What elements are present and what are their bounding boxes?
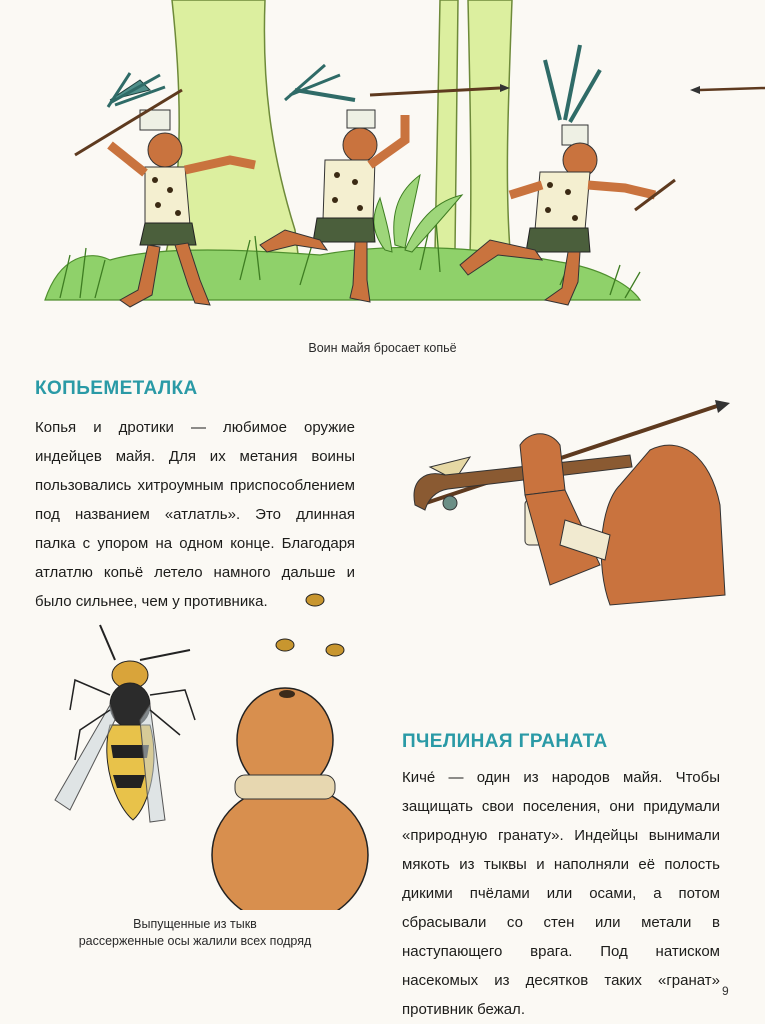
atlatl-weight (443, 496, 457, 510)
insect-caption-line-1: Выпущенные из тыкв (133, 917, 257, 931)
section-title-atlatl: КОПЬЕМЕТАЛКА (35, 378, 198, 399)
section-title-bee-grenade: ПЧЕЛИНАЯ ГРАНАТА (402, 731, 608, 752)
jungle-scene (0, 0, 765, 330)
atlatl-illustration (400, 395, 730, 635)
insect-caption (60, 916, 330, 950)
top-illustration-caption: Воин майя бросает копьё (308, 341, 457, 355)
gourd-hole (279, 690, 295, 698)
section-text-bee-grenade: Киче́ — один из народов майя. Чтобы защищать свои поселения, они придумали «природную гранату». Индейцы вынимали мякоть из тыквы и наполняли её полость дикими пчёлами или осами, а потом сбрасывали со стен или метали в наступающего врага. Под натиском насекомых из десятков таких «гранат» противник бежал. (402, 769, 720, 1018)
spear-head (715, 400, 730, 413)
arm (601, 445, 725, 605)
section-text-atlatl: Копья и дротики — любимое оружие индейцев майя. Для их метания воины пользовались хитроумным приспособлением под названием «атлатль». Это длинная палка с упором на одном конце. Благодаря атлатлю копьё летело намного дальше и было сильнее, чем у противника. (35, 419, 355, 610)
wasp (55, 625, 195, 822)
insect-caption-line-2: рассерженные осы жалили всех подряд (78, 934, 312, 948)
flying-bees (276, 594, 344, 656)
hand (520, 434, 565, 495)
wasp-and-gourd-drawing (35, 580, 375, 910)
page-number: 9 (722, 984, 729, 998)
tree-trunk-right (468, 0, 512, 255)
gourd (212, 688, 368, 910)
flying-spear (690, 86, 765, 94)
atlatl-drawing (400, 395, 730, 635)
gourd-rope (235, 775, 335, 799)
insect-illustration (35, 580, 375, 910)
warriors-illustration (0, 0, 765, 330)
